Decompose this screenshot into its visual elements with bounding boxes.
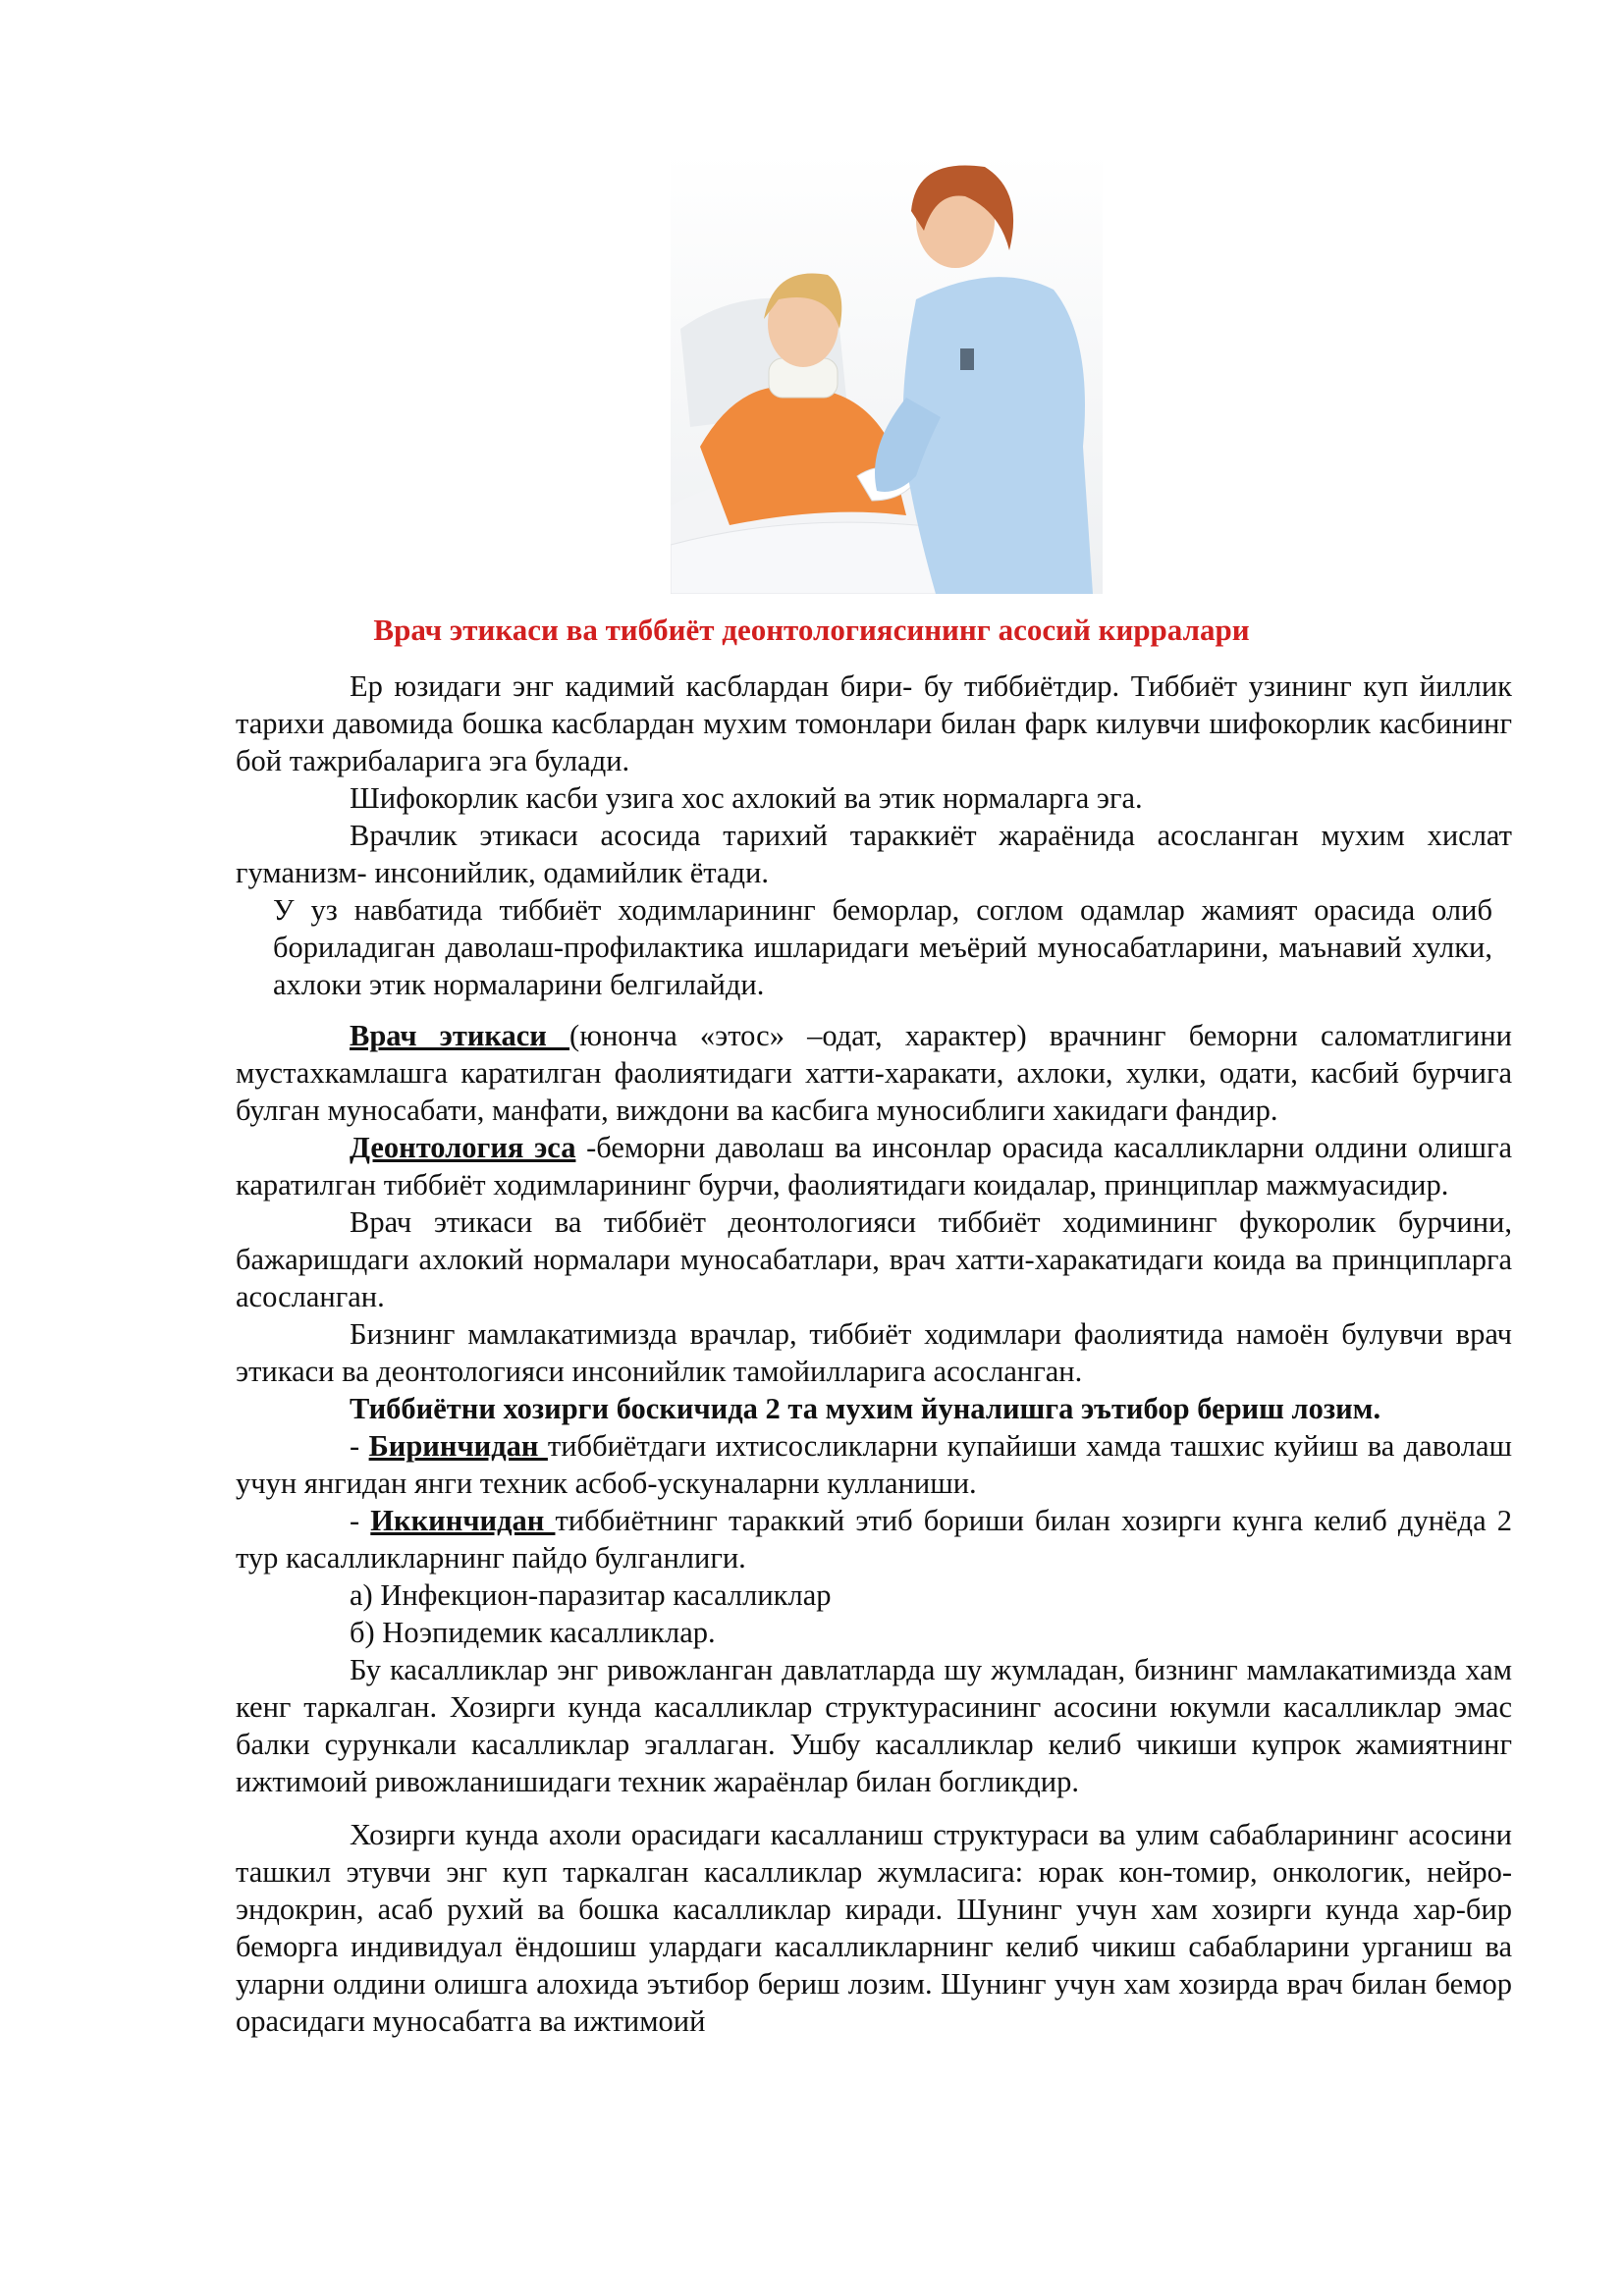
paragraph-text: У уз навбатида тиббиёт ходимларининг беморлар, соглом одамлар жамият орасида олиб бориладиган даволаш-профилактика ишларидаги меъёрий муносабатларини, маънавий хулки, ахлоки этик нормаларини белгилайди. xyxy=(273,893,1492,1001)
paragraph-text: Бу касалликлар энг ривожланган давлатларда шу жумладан, бизнинг мамлакатимизда хам кенг таркалган. Хозирги кунда касалликлар структурасининг асосини юкумли касалликлар эмас балки сурункали касалликлар эгаллаган. Ушбу касалликлар келиб чикиши купрок жамиятнинг ижтимоий ривожланишидаги техник жараёнлар билан богликдир. xyxy=(236,1653,1512,1798)
document-body xyxy=(236,667,1512,2040)
paragraph xyxy=(236,1816,1512,2040)
paragraph-text: (юнонча «этос» –одат, характер) врачнинг беморни саломатлигини мустахкамлашга каратилган фаолиятидаги хатти-харакати, ахлоки, хулки, одати, касбий бурчига булган муносабати, манфати, виждони ва касбига муносиблиги хакидаги фандир. xyxy=(236,1019,1512,1127)
paragraph xyxy=(273,891,1492,1003)
paragraph-text: Врачлик этикаси асосида тарихий тараккиёт жараёнида асосланган мухим хислат гуманизм- инсонийлик, одамийлик ётади. xyxy=(236,819,1512,889)
paragraph xyxy=(236,779,1512,817)
paragraph-text: Хозирги кунда ахоли орасидаги касалланиш структураси ва улим сабабларининг асосини ташкил этувчи энг куп таркалган касалликлар жумласига: юрак кон-томир, онкологик, нейро-эндокрин, асаб рухий ва бошка касалликлар киради. Шунинг учун хам хозирги кунда хар-бир беморга индивидуал ёндошиш улардаги касалликларнинг келиб чикиш сабабларини урганиш ва уларни олдини олишга алохида эътибор бериш лозим. Шунинг учун хам хозирда врач билан бемор орасидаги муносабатга ва ижтимоий xyxy=(236,1818,1512,2038)
paragraph-text: Бизнинг мамлакатимизда врачлар, тиббиёт ходимлари фаолиятида намоён булувчи врач этикаси ва деонтологияси инсонийлик тамойилларига асосланган. xyxy=(236,1317,1512,1388)
paragraph xyxy=(236,1502,1512,1576)
page-title: Врач этикаси ва тиббиёт деонтологиясининг асосий кирралари xyxy=(373,613,1250,647)
paragraph-text: Тиббиётни хозирги боскичида 2 та мухим йуналишга эътибор бериш лозим. xyxy=(350,1392,1381,1425)
paragraph xyxy=(236,1427,1512,1502)
paragraph-text: б) Ноэпидемик касалликлар. xyxy=(350,1616,716,1649)
paragraph xyxy=(236,1651,1512,1800)
paragraph-heading xyxy=(236,1390,1512,1427)
list-item xyxy=(236,1576,1512,1614)
paragraph xyxy=(236,667,1512,779)
term-birinchidan: Биринчидан xyxy=(368,1429,548,1463)
paragraph-text: Врач этикаси ва тиббиёт деонтологияси тиббиёт ходимининг фукоролик бурчини, бажаришдаги ахлокий нормалари муносабатлари, врач хатти-харакатидаги коида ва принципларга асосланган. xyxy=(236,1205,1512,1313)
paragraph-text: а) Инфекцион-паразитар касалликлар xyxy=(350,1578,832,1612)
list-item xyxy=(236,1614,1512,1651)
paragraph xyxy=(236,1315,1512,1390)
list-dash: - xyxy=(350,1429,369,1463)
list-dash: - xyxy=(350,1504,371,1537)
paragraph xyxy=(236,1129,1512,1203)
nurse-with-patient-photo xyxy=(671,152,1103,594)
term-vrach-etikasi: Врач этикаси xyxy=(350,1019,570,1052)
paragraph-text: Шифокорлик касби узига хос ахлокий ва этик нормаларга эга. xyxy=(350,781,1143,815)
paragraph xyxy=(236,1203,1512,1315)
paragraph-text: тиббиётнинг тараккий этиб бориши билан хозирги кунга келиб дунёда 2 тур касалликларнинг пайдо булганлиги. xyxy=(236,1504,1512,1575)
paragraph-text: Ер юзидаги энг кадимий касблардан бири- бу тиббиётдир. Тиббиёт узининг куп йиллик тарихи давомида бошка касблардан мухим томонлари билан фарк килувчи шифокорлик касбининг бой тажрибаларига эга булади. xyxy=(236,669,1512,777)
paragraph xyxy=(236,1017,1512,1129)
paragraph-text: тиббиётдаги ихтисосликларни купайиши хамда ташхис куйиш ва даволаш учун янгидан янги техник асбоб-ускуналарни кулланиши. xyxy=(236,1429,1512,1500)
term-deontologiya: Деонтология эса xyxy=(350,1131,576,1164)
paragraph-text: -беморни даволаш ва инсонлар орасида касалликларни олдини олишга каратилган тиббиёт ходимларининг бурчи, фаолиятидаги коидалар, принциплар мажмуасидир. xyxy=(236,1131,1512,1201)
term-ikkinchidan: Иккинчидан xyxy=(370,1504,556,1537)
paragraph xyxy=(236,817,1512,891)
